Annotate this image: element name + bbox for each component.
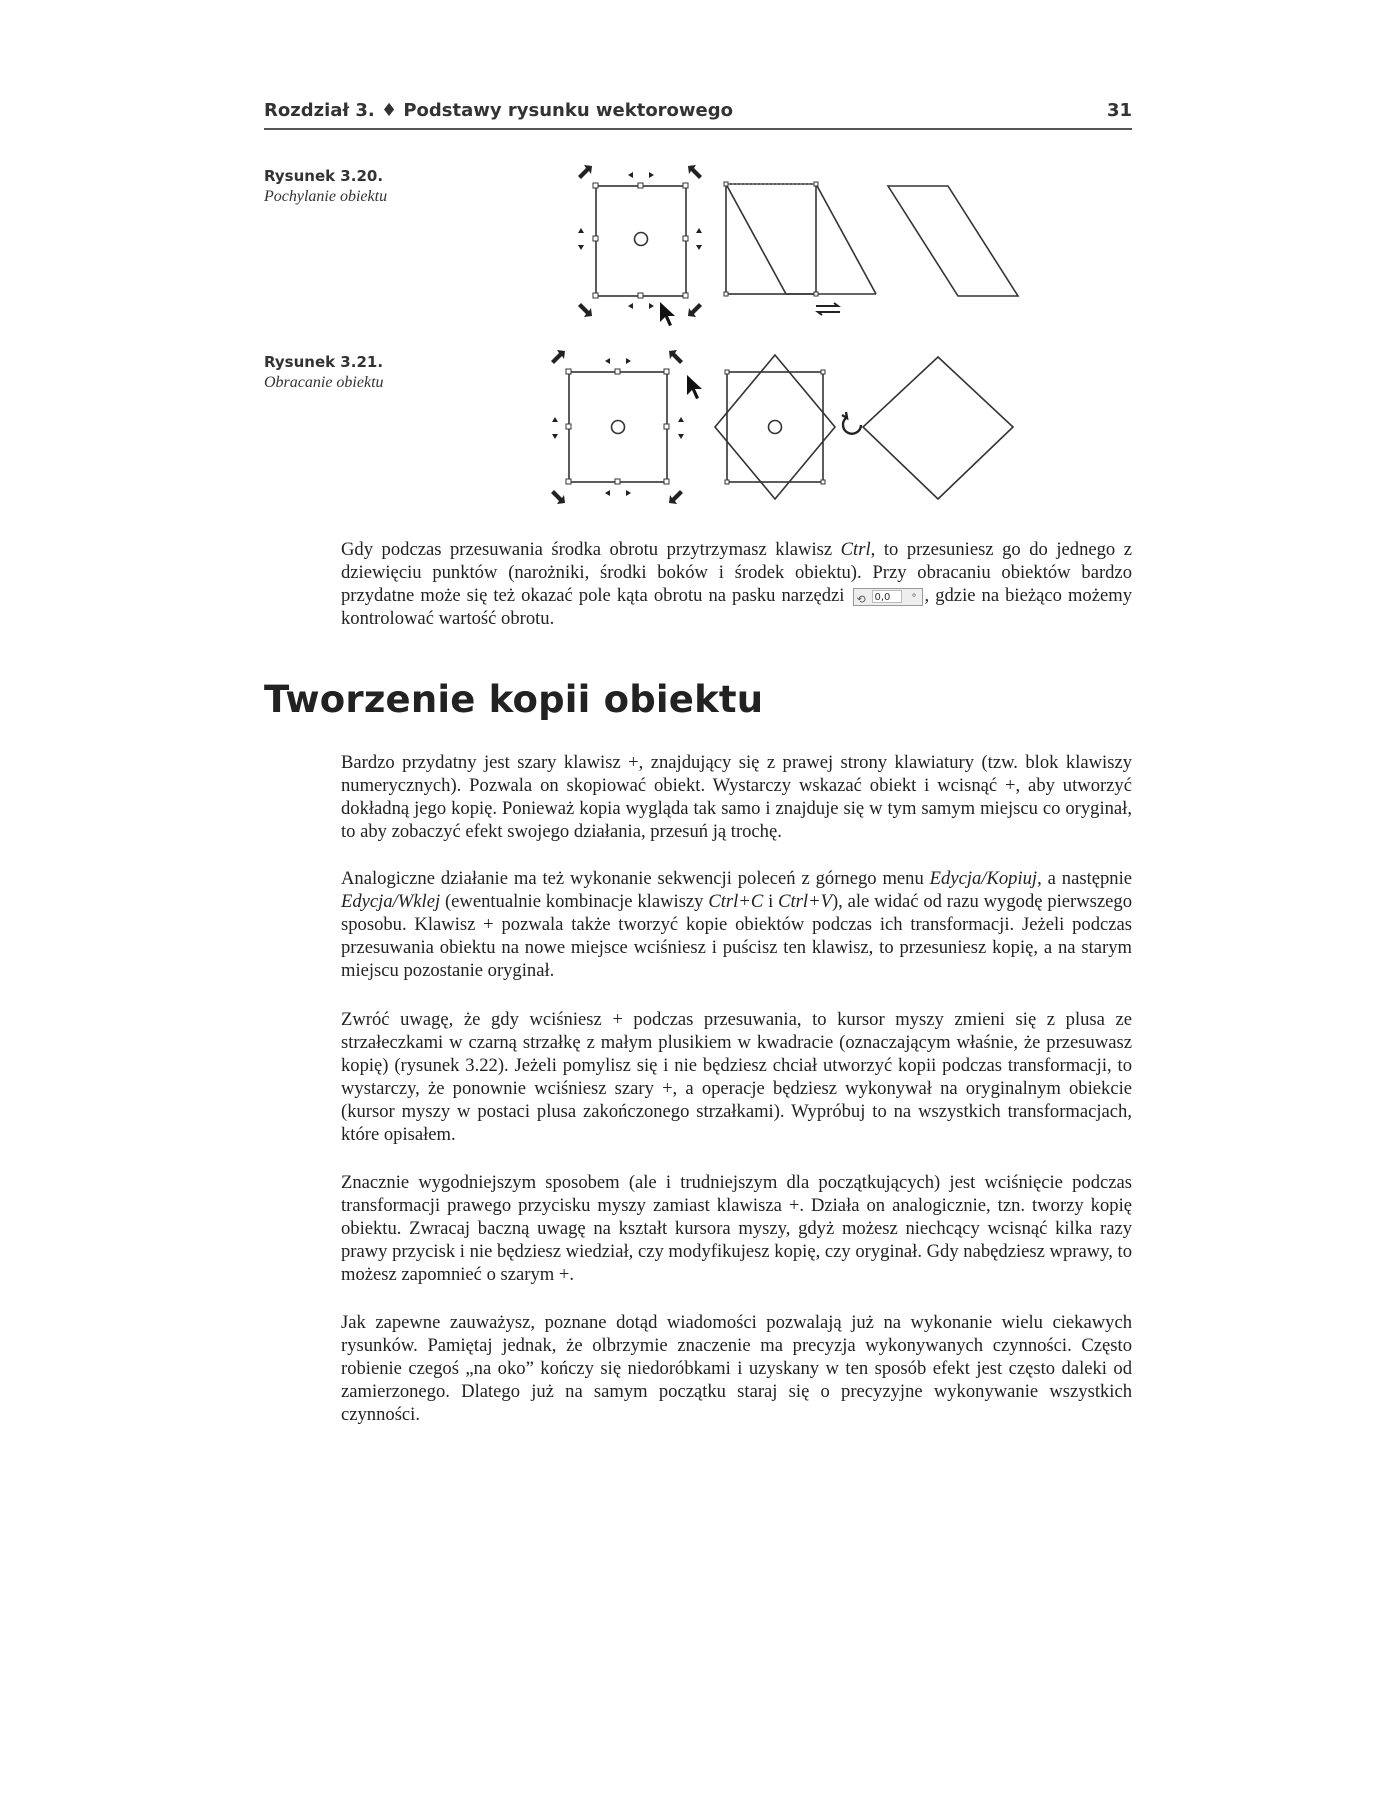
figure-number: Rysunek 3.20. <box>264 167 384 185</box>
key-combo: Ctrl+C <box>708 891 764 912</box>
rotated-preview <box>715 355 835 499</box>
mouse-cursor-icon <box>687 375 702 399</box>
figure-rotate-object <box>545 345 1065 515</box>
figure-caption-text: Pochylanie obiektu <box>264 188 388 205</box>
text-run: Analogiczne działanie ma też wykonanie sekwencji poleceń z górnego menu <box>341 868 930 889</box>
paragraph-text: Jak zapewne zauważysz, poznane dotąd wiadomości pozwalają już na wykonanie wielu ciekawych rysunków. Pamiętaj jednak, że olbrzymie znaczenie ma precyzja wykonywanych czynności. Często robienie czegoś „na oko” kończy się niedoróbkami i uzyskany w ten sposób efekt jest często daleki od zamierzonego. Dlatego już na samym początku staraj się o precyzyjne wykonywanie wszystkich czynności. <box>341 1312 1132 1425</box>
skew-line <box>726 184 786 294</box>
chapter-title: Rozdział 3. ♦ Podstawy rysunku wektorowego <box>264 100 734 121</box>
rotation-center-icon <box>612 421 625 434</box>
rotate-cursor-icon <box>842 412 861 434</box>
rotate-icon: ⟲ <box>856 592 866 606</box>
degree-unit: ° <box>911 592 917 604</box>
rotation-angle-value[interactable]: 0,0 <box>872 590 902 603</box>
paragraph-3 <box>341 1008 1132 1146</box>
skewed-parallelogram <box>888 186 1018 296</box>
rotated-square <box>863 357 1013 499</box>
page-number: 31 <box>1106 100 1132 121</box>
paragraph-4 <box>341 1171 1132 1286</box>
text-run: , a następnie <box>1037 868 1133 889</box>
text-run: Gdy podczas przesuwania środka obrotu przytrzymasz klawisz <box>341 539 841 560</box>
section-title: Tworzenie kopii obiektu <box>264 678 764 721</box>
menu-path: Edycja/Kopiuj <box>929 868 1038 889</box>
menu-path: Edycja/Wklej <box>341 891 441 912</box>
mouse-cursor-icon <box>660 302 675 326</box>
original-rectangle <box>727 372 823 482</box>
selected-rectangle <box>569 372 667 482</box>
paragraph-text: Znacznie wygodniejszym sposobem (ale i trudniejszym dla początkujących) jest wciśnięcie podczas transformacji prawego przycisku myszy zamiast klawisza +. Działa on analogicznie, tzn. tworzy kopię obiektu. Zwracaj baczną uwagę na kształt kursora myszy, gdyż możesz niechcący wcisnąć kilka razy prawy przycisk i nie będziesz wiedział, czy modyfikujesz kopię, czy oryginał. Gdy nabędziesz wprawy, to możesz zapomnieć o szarym +. <box>341 1172 1132 1285</box>
running-header <box>264 98 1132 130</box>
rotation-center-icon <box>769 421 782 434</box>
paragraph-text: Bardzo przydatny jest szary klawisz +, znajdujący się z prawej strony klawiatury (tzw. blok klawiszy numerycznych). Pozwala on skopiować obiekt. Wystarczy wskazać obiekt i wcisnąć +, aby utworzyć dokładną jego kopię. Ponieważ kopia wygląda tak samo i znajduje się w tym samym miejscu co oryginał, to aby zobaczyć efekt swojego działania, przesuń ją trochę. <box>341 752 1132 842</box>
rotation-angle-field[interactable] <box>853 588 923 606</box>
rotation-center-icon <box>635 233 648 246</box>
key-combo: Ctrl+V <box>778 891 832 912</box>
figure-caption-text: Obracanie obiektu <box>264 374 384 391</box>
text-run: ), ale widać od razu wygodę pierwszego sposobu. Klawisz + pozwala także tworzyć kopie obiektów podczas ich transformacji. Jeżeli podczas przesuwania obiektu na nowe miejsce wciśniesz i puścisz ten klawisz, to przesuniesz kopię, a na starym miejscu pozostanie oryginał. <box>341 891 1133 981</box>
text-run: i <box>763 891 779 912</box>
skew-direction-icon <box>816 303 840 315</box>
selected-rectangle <box>596 186 686 296</box>
figure-skew-object <box>570 158 1040 330</box>
paragraph-text: Zwróć uwagę, że gdy wciśniesz + podczas przesuwania, to kursor myszy zmieni się z plusa ze strzałeczkami w czarną strzałkę z małym plusikiem w kwadracie (oznaczającym właśnie, że przesuwasz kopię) (rysunek 3.22). Jeżeli pomylisz się i nie będziesz chciał utworzyć kopii podczas transformacji, to wystarczy, że ponownie wciśniesz szary +, a operacje będziesz wykonywał na oryginalnym obiekcie (kursor myszy w postaci plusa zakończonego strzałkami). Wypróbuj to na wszystkich transformacjach, które opisałem. <box>341 1009 1132 1145</box>
text-run: , to przesuniesz go do jednego z dziewięciu punktów (narożniki, środki boków i środek obiektu). Przy obracaniu obiektów bardzo przydatne może się też okazać pole kąta obrotu na pasku narzędzi <box>341 539 1132 606</box>
figure-caption-3-20 <box>264 167 464 206</box>
figure-number: Rysunek 3.21. <box>264 353 384 371</box>
key-name: Ctrl <box>840 539 871 560</box>
paragraph-1 <box>341 751 1132 843</box>
text-run: , gdzie na bieżąco możemy kontrolować wartość obrotu. <box>341 585 1132 629</box>
paragraph-5 <box>341 1311 1132 1426</box>
figure-caption-3-21 <box>264 353 464 392</box>
original-rectangle <box>726 184 816 294</box>
paragraph-2 <box>341 867 1132 982</box>
text-run: (ewentualnie kombinacje klawiszy <box>440 891 709 912</box>
intro-paragraph <box>341 538 1132 630</box>
